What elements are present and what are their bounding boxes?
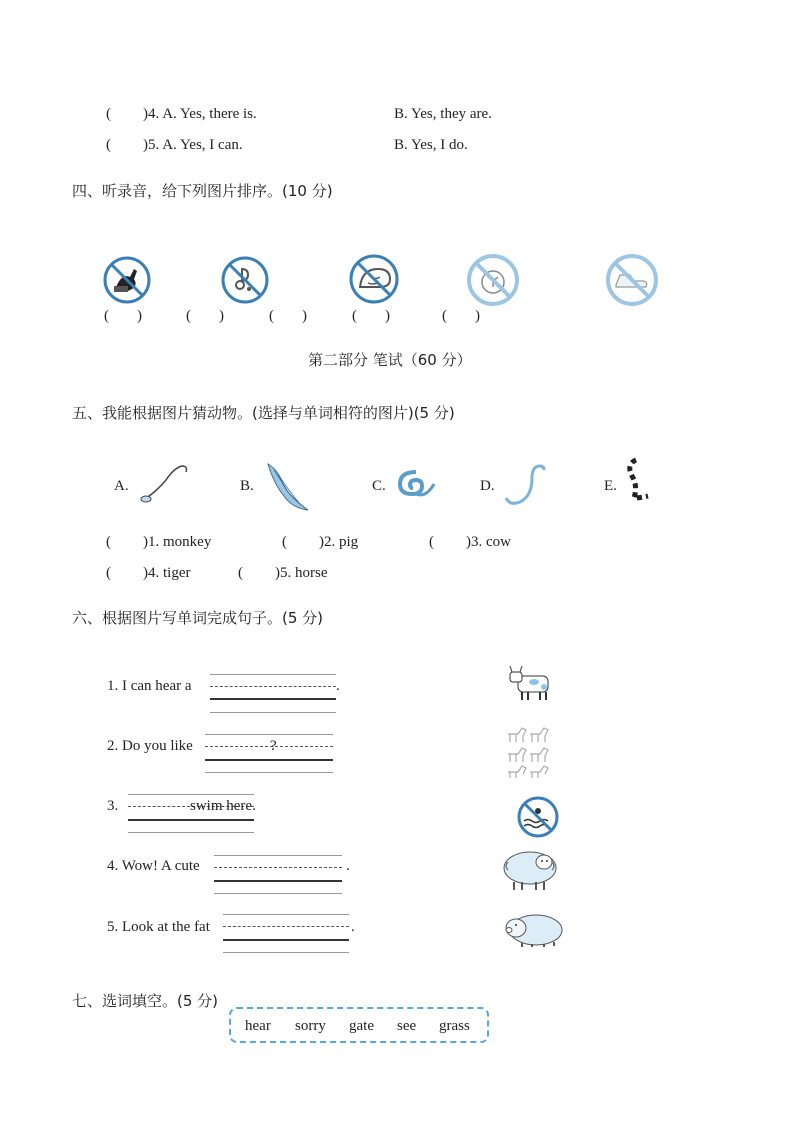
answer-paren-open[interactable]: ( [106,106,111,122]
write-line[interactable] [205,746,333,747]
s6-sentence-4: 4. Wow! A cute [107,858,200,874]
curly-tail-icon [396,466,438,506]
write-line[interactable] [223,926,349,927]
sign-answer-5[interactable]: ( ) [442,308,480,324]
sheep-icon [500,846,560,892]
s6-sentence-3: 3. [107,798,119,814]
option-c-label: C. [372,478,386,494]
word-bank-item: sorry [295,1018,326,1034]
section4-heading: 四、听录音，给下列图片排序。(10 分) [72,182,333,200]
write-line[interactable] [210,686,336,687]
sign-answer-1[interactable]: ( ) [104,308,142,324]
section7-heading: 七、选词填空。(5 分) [72,992,219,1010]
option-a: A. Yes, there is. [162,106,257,122]
s5-item-5: ( )5. horse [238,565,328,581]
option-a-label: A. [114,478,129,494]
listening-item-4-option-b: B. Yes, they are. [394,106,492,122]
sign-answer-2[interactable]: ( ) [186,308,224,324]
listening-item-4: ( )4. A. Yes, there is. [106,106,257,122]
part2-title: 第二部分 笔试（60 分） [308,351,472,369]
cow-icon [506,662,556,704]
no-snack-sign-icon [220,255,270,305]
s5-item-4: ( )4. tiger [106,565,191,581]
option-d-label: D. [480,478,495,494]
s6-sentence-1: 1. I can hear a [107,678,192,694]
s5-item-3: ( )3. cow [429,534,511,550]
section6-heading: 六、根据图片写单词完成句子。(5 分) [72,609,324,627]
listening-item-5: ( )5. A. Yes, I can. [106,137,243,153]
option-a: A. Yes, I can. [162,137,243,153]
no-kangaroo-sign-icon [102,255,152,305]
monkey-tail-icon [500,458,546,508]
s5-item-2: ( )2. pig [282,534,359,550]
s6-sentence-2: 2. Do you like [107,738,193,754]
sign-answer-3[interactable]: ( ) [269,308,307,324]
striped-tail-icon [624,456,654,502]
no-bread-sign-icon [348,253,400,305]
section5-heading: 五、我能根据图片猜动物。(选择与单词相符的图片)(5 分) [72,404,455,422]
no-ball-sign-icon [466,253,520,307]
word-bank-item: grass [439,1018,470,1034]
word-bank-item: gate [349,1018,374,1034]
option-e-label: E. [604,478,617,494]
pig-tail-icon [136,458,192,508]
no-swimming-sign-icon [516,795,560,839]
s6-sentence-5: 5. Look at the fat [107,919,210,935]
no-shoe-sign-icon [604,253,660,307]
worksheet-page: ( )4. A. Yes, there is. B. Yes, they are. ( )5. A. Yes, I can. B. Yes, I do. 四、听录音，给下列图片排序。(10 分) ( ) ( ) ( ) ( ) ( ) 第二部分 笔试（60 分） 五、我能根据图片猜动物。(选择与单词相符的图片)(5 分) A. B. C. D. E. ( )1. monkey ( )2. pig ( )3. cow ( )4. tiger ( )5. horse 六、根据图片写单词完成句子。(5 分) 1. I can hear a . 2. Do you like ? 3. swim here. 4. Wow! A cute . 5. Look at the fat . 七、选词填空。(5 分) hear sorry gate see grass [0,0,793,1122]
listening-item-5-option-b: B. Yes, I do. [394,137,468,153]
horse-tail-icon [262,460,314,514]
word-bank-item: see [397,1018,417,1034]
pig-icon [502,908,564,948]
write-line[interactable] [214,867,342,868]
option-b-label: B. [240,478,254,494]
s5-item-1: ( )1. monkey [106,534,212,550]
word-bank-item: hear [245,1018,271,1034]
answer-paren-open[interactable]: ( [106,137,111,153]
horses-icon [504,720,556,782]
sign-answer-4[interactable]: ( ) [352,308,390,324]
